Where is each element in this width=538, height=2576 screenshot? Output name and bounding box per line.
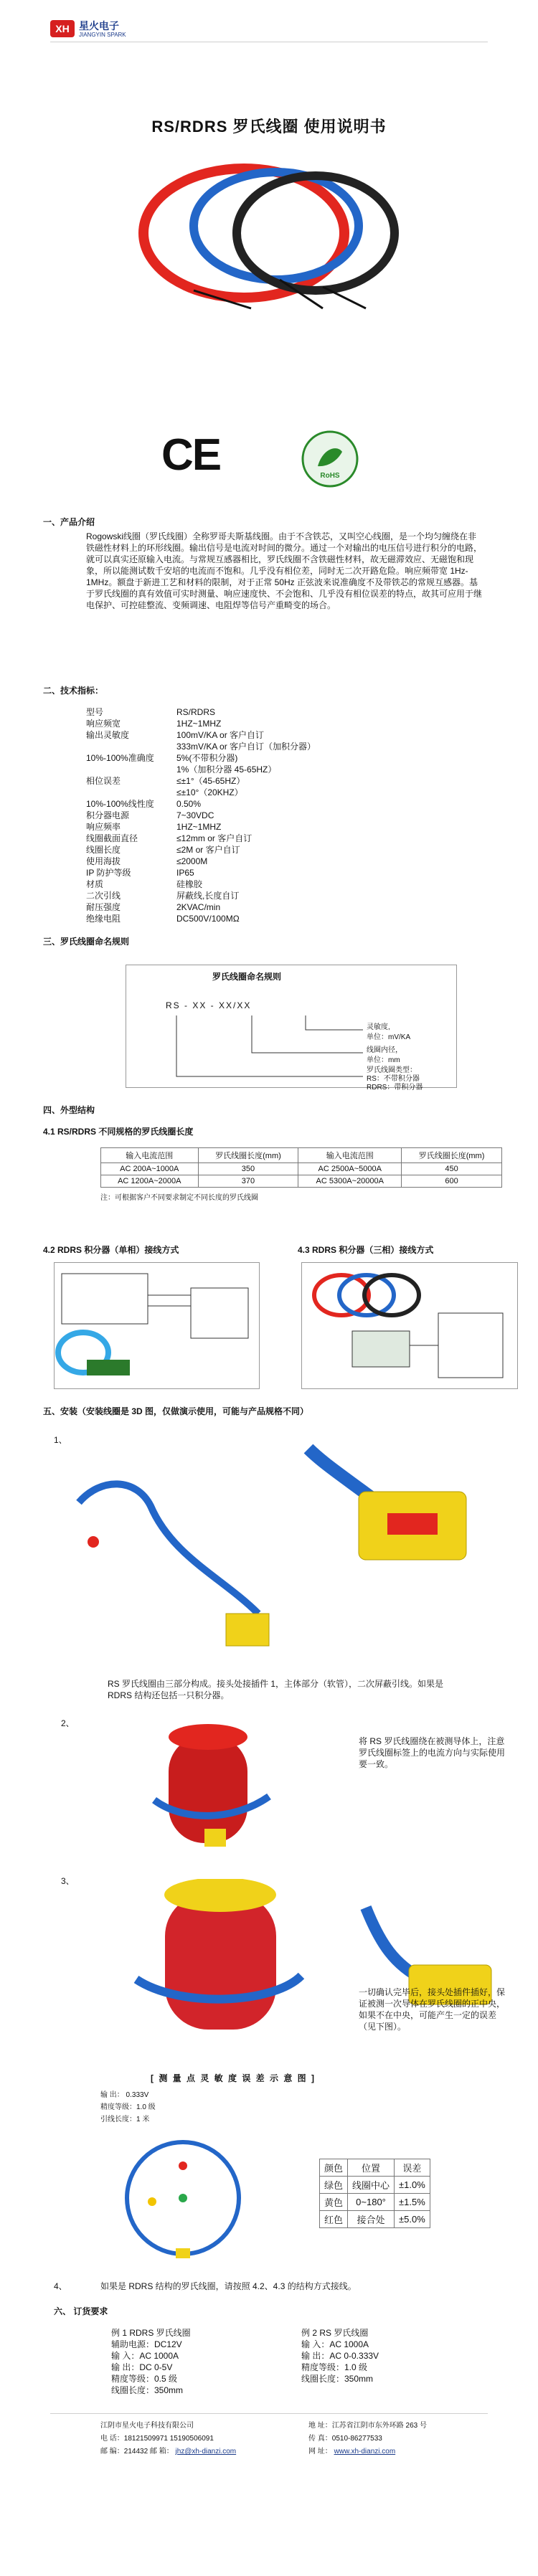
table-header-row <box>101 1148 502 1163</box>
section-1-heading: 一、产品介绍 <box>43 517 95 527</box>
spec-row <box>86 787 387 798</box>
spec-key <box>86 764 165 775</box>
table-cell: 450 <box>402 1163 502 1175</box>
spec-key: 积分器电源 <box>86 810 130 820</box>
step-2-image <box>126 1721 283 1854</box>
length-table <box>100 1147 502 1203</box>
rohs-text: RoHS <box>320 472 340 480</box>
spec-row <box>86 764 387 775</box>
order-line: 例 1 RDRS 罗氏线圈 <box>111 2328 191 2338</box>
naming-label: RDRS：带积分器 <box>367 1084 423 1092</box>
spec-value: 333mV/KA or 客户自订（加积分器） <box>176 742 316 752</box>
table-cell: ±1.5% <box>395 2194 430 2211</box>
product-image <box>108 147 438 312</box>
spec-row <box>86 798 387 810</box>
order-line: 例 2 RS 罗氏线圈 <box>301 2328 369 2338</box>
spec-key: 响应频率 <box>86 822 121 832</box>
table-cell: 0~180° <box>348 2194 395 2211</box>
spec-row <box>86 890 387 901</box>
spec-value: 2KVAC/min <box>176 902 221 912</box>
spec-row <box>86 706 387 718</box>
spec-key: 型号 <box>86 707 104 717</box>
spec-row <box>86 741 387 752</box>
footer-phone: 电 话：18121509971 15190506091 <box>100 2435 214 2443</box>
naming-rule-title: 罗氏线圈命名规则 <box>212 972 282 982</box>
table-cell: AC 1200A~2000A <box>101 1175 199 1188</box>
rogowski-coils-image <box>108 147 438 312</box>
step-3-text: 一切确认完毕后，接头处插件插好，保证被测一次导体在罗氏线圈的正中央，如果不在中央，可能产生一定的误差（见下图）。 <box>359 1987 506 2032</box>
coil-on-conductor-image <box>126 1721 283 1854</box>
diagram-info-line: 引线长度：1 米 <box>100 2116 150 2123</box>
step-1-image <box>72 1434 488 1675</box>
spec-row <box>86 879 387 890</box>
spec-key: 响应频宽 <box>86 719 121 729</box>
spec-key: 耐压强度 <box>86 902 121 912</box>
section-3-heading: 三、罗氏线圈命名规则 <box>43 937 130 947</box>
order-line: 精度等级：1.0 级 <box>301 2362 368 2372</box>
spec-table <box>86 706 387 924</box>
footer-postcode-label: 邮 编：214432 邮 箱： <box>100 2448 174 2456</box>
table-header-row <box>320 2159 430 2177</box>
footer-website <box>308 2447 395 2457</box>
footer-address: 地 址：江苏省江阴市东外环路 263 号 <box>308 2422 428 2430</box>
order-example-2 <box>301 2327 473 2385</box>
spec-key: 输出灵敏度 <box>86 730 130 740</box>
spec-value: ≤±1°（45-65HZ） <box>176 776 245 786</box>
spec-row <box>86 901 387 913</box>
step-3-number: 3、 <box>61 1876 75 1886</box>
wiring-diagram-svg <box>55 1263 259 1388</box>
naming-label: 单位：mm <box>367 1056 400 1064</box>
step-4-number: 4、 <box>54 2281 67 2291</box>
red-point-icon <box>179 2161 187 2170</box>
green-point-icon <box>179 2194 187 2202</box>
step-4-text: 如果是 RDRS 结构的罗氏线圈，请按照 4.2、4.3 的结构方式接线。 <box>100 2281 357 2291</box>
spec-key: IP 防护等级 <box>86 868 131 878</box>
length-table-grid <box>100 1147 502 1188</box>
naming-label: 灵敏度, <box>367 1023 390 1031</box>
naming-label: 单位：mV/KA <box>367 1033 411 1041</box>
step-1-text: RS 罗氏线圈由三部分构成。接头处接插件 1，主体部分（软管），二次屏蔽引线。如果是 RDRS 结构还包括一只积分器。 <box>108 1679 444 1700</box>
footer-rule <box>50 2413 488 2414</box>
error-table <box>319 2159 430 2228</box>
naming-label: RS：不带积分器 <box>367 1075 420 1083</box>
spec-key: 材质 <box>86 879 104 889</box>
table-cell: 黄色 <box>320 2194 348 2211</box>
order-line: 线圈长度：350mm <box>111 2385 184 2395</box>
spec-key: 10%-100%线性度 <box>86 799 154 809</box>
order-line: 输 出：DC 0-5V <box>111 2362 173 2372</box>
table-row <box>320 2177 430 2194</box>
order-line: 线圈长度：350mm <box>301 2374 374 2384</box>
spec-key: 二次引线 <box>86 891 121 901</box>
step-1-number: 1、 <box>54 1435 67 1445</box>
spec-value: 1HZ~1MHZ <box>176 719 222 729</box>
spec-row <box>86 856 387 867</box>
spec-row <box>86 810 387 821</box>
rohs-badge <box>298 427 362 491</box>
spec-row <box>86 913 387 924</box>
rohs-icon <box>298 427 362 491</box>
section-4-heading: 四、外型结构 <box>43 1105 95 1115</box>
spec-value: 7~30VDC <box>176 810 214 820</box>
logo-text-en: JIANGYIN SPARK <box>79 32 126 38</box>
table-header-cell: 输入电流范围 <box>298 1148 402 1163</box>
table-cell: 370 <box>198 1175 298 1188</box>
spec-value: ≤±10°（20KHZ） <box>176 787 243 797</box>
order-line: 精度等级：0.5 级 <box>111 2374 178 2384</box>
footer-fax: 传 真：0510-86277533 <box>308 2435 382 2443</box>
spec-key: 使用海拔 <box>86 856 121 866</box>
error-table-grid <box>319 2159 430 2228</box>
table-cell: AC 5300A~20000A <box>298 1175 402 1188</box>
spec-row <box>86 821 387 833</box>
sensitivity-diagram <box>100 2126 265 2270</box>
spec-value: 5%(不带积分器) <box>176 753 238 763</box>
table-cell: ±1.0% <box>395 2177 430 2194</box>
spec-key <box>86 741 165 752</box>
table-cell: AC 2500A~5000A <box>298 1163 402 1175</box>
step-2-number: 2、 <box>61 1718 75 1728</box>
table-header-cell: 位置 <box>348 2159 395 2177</box>
spec-value: 硅橡胶 <box>176 879 203 889</box>
company-logo <box>50 20 136 39</box>
spec-row <box>86 844 387 856</box>
footer-postcode-email <box>100 2447 236 2457</box>
table-header-cell: 罗氏线圈长度(mm) <box>402 1148 502 1163</box>
spec-value: 0.50% <box>176 799 202 809</box>
footer-email-link[interactable]: jhz@xh-dianzi.com <box>175 2448 237 2456</box>
page-title: RS/RDRS 罗氏线圈 使用说明书 <box>151 118 387 136</box>
spec-value: 1HZ~1MHZ <box>176 822 222 832</box>
table-cell: 红色 <box>320 2211 348 2228</box>
table-note: 注：可根据客户不同要求制定不同长度的罗氏线圈 <box>100 1194 258 1202</box>
ce-mark <box>161 430 226 480</box>
footer-company: 江阴市星火电子科技有限公司 <box>100 2422 194 2430</box>
step-2-text: 将 RS 罗氏线圈绕在被测导体上，注意罗氏线圈标签上的电流方向与实际使用要一致。 <box>359 1736 506 1769</box>
spec-row <box>86 775 387 787</box>
spec-value: ≤2000M <box>176 856 208 866</box>
section-4-1-heading: 4.1 RS/RDRS 不同规格的罗氏线圈长度 <box>43 1127 194 1137</box>
table-header-cell: 颜色 <box>320 2159 348 2177</box>
logo-mark: XH <box>50 20 75 37</box>
spec-row <box>86 867 387 879</box>
section-4-3-heading: 4.3 RDRS 积分器（三相）接线方式 <box>298 1245 434 1255</box>
table-cell: 绿色 <box>320 2177 348 2194</box>
spec-row <box>86 833 387 844</box>
sensitivity-ring-image <box>100 2126 265 2270</box>
coil-parts-3d-image <box>72 1434 488 1675</box>
table-row <box>101 1163 502 1175</box>
table-cell: 350 <box>198 1163 298 1175</box>
table-row <box>320 2211 430 2228</box>
single-phase-wiring-diagram <box>54 1262 260 1389</box>
ce-text: CE <box>161 430 221 480</box>
spec-value: ≤12mm or 客户自订 <box>176 833 253 843</box>
table-cell: 600 <box>402 1175 502 1188</box>
table-header-cell: 误差 <box>395 2159 430 2177</box>
spec-key: 绝缘电阻 <box>86 914 121 924</box>
spec-value: DC500V/100MΩ <box>176 914 240 924</box>
spec-value: 1%（加积分器 45-65HZ） <box>176 764 277 775</box>
spec-value: IP65 <box>176 868 194 878</box>
spec-row <box>86 729 387 741</box>
yellow-point-icon <box>148 2197 156 2206</box>
spec-row <box>86 752 387 764</box>
table-header-cell: 罗氏线圈长度(mm) <box>198 1148 298 1163</box>
table-row <box>320 2194 430 2211</box>
three-phase-wiring-diagram <box>301 1262 518 1389</box>
spec-value: ≤2M or 客户自订 <box>176 845 240 855</box>
table-cell: 线圈中心 <box>348 2177 395 2194</box>
naming-label: 线圈内径， <box>367 1046 402 1054</box>
order-line: 辅助电源：DC12V <box>111 2339 182 2349</box>
order-line: 输 入：AC 1000A <box>111 2351 179 2361</box>
section-4-2-heading: 4.2 RDRS 积分器（单相）接线方式 <box>43 1245 179 1255</box>
spec-key <box>86 787 165 798</box>
naming-label: 罗氏线圈类型： <box>367 1066 417 1074</box>
naming-rule-box <box>126 965 457 1092</box>
table-cell: AC 200A~1000A <box>101 1163 199 1175</box>
spec-row <box>86 718 387 729</box>
logo-text-cn: 星火电子 <box>79 20 119 32</box>
section-5-heading: 五、安装（安装线圈是 3D 图，仅做演示使用，可能与产品规格不同） <box>43 1406 309 1416</box>
table-row <box>101 1175 502 1188</box>
spec-key: 线圈截面直径 <box>86 833 138 843</box>
naming-rule-code: RS - XX - XX/XX <box>166 1000 252 1010</box>
order-example-1 <box>111 2327 269 2396</box>
spec-key: 相位误差 <box>86 776 121 786</box>
spec-key: 线圈长度 <box>86 845 121 855</box>
section-6-heading: 六、 订货要求 <box>54 2306 108 2316</box>
diagram-info-line: 输 出： 0.333V <box>100 2091 149 2099</box>
order-line: 输 出：AC 0-0.333V <box>301 2351 379 2361</box>
order-line: 输 入：AC 1000A <box>301 2339 369 2349</box>
table-cell: ±5.0% <box>395 2211 430 2228</box>
spec-value: 100mV/KA or 客户自订 <box>176 730 265 740</box>
footer-website-label: 网 址： <box>308 2448 332 2456</box>
spec-value: RS/RDRS <box>176 707 216 717</box>
table-header-cell: 输入电流范围 <box>101 1148 199 1163</box>
diagram-title: [ 测 量 点 灵 敏 度 误 差 示 意 图 ] <box>151 2073 316 2083</box>
section-2-heading: 二、技术指标： <box>43 686 104 696</box>
section-1-paragraph: Rogowski线圈（罗氏线圈）全称罗哥夫斯基线圈。由于不含铁芯，又叫空心线圈，是一个均匀缠绕在非铁磁性材料上的环形线圈。输出信号是电流对时间的微分。通过一个对输出的电压信号进行积分的电路，就可以真实还原输入电流。与常规互感器相比，罗氏线圈不含铁磁性材料，故无磁滞效应、无磁饱和现象，所以能测试数千安培的电流而不饱和。几乎没有相位差，同时无二次开路危险。响应频带宽 1Hz-1MHz。额盘于新进工艺和材料的限制，对于正常 50Hz 正弦波来说准确度不及带铁芯的常规互感器。基于罗氏线圈的真有效值可实时测量、响应速度快、不会饱和、几乎没有相位误差的特点，故其可应用于继电保护、可控硅整流、变频调速、电阻焊等信号产重畸变的场合。 <box>86 531 483 610</box>
diagram-info-line: 精度等级：1.0 级 <box>100 2103 156 2111</box>
spec-value: 屏蔽线,长度自订 <box>176 891 240 901</box>
table-cell: 接合处 <box>348 2211 395 2228</box>
spec-key: 10%-100%准确度 <box>86 753 154 763</box>
footer-website-link[interactable]: www.xh-dianzi.com <box>334 2448 396 2456</box>
wiring-diagram-svg <box>302 1263 517 1388</box>
